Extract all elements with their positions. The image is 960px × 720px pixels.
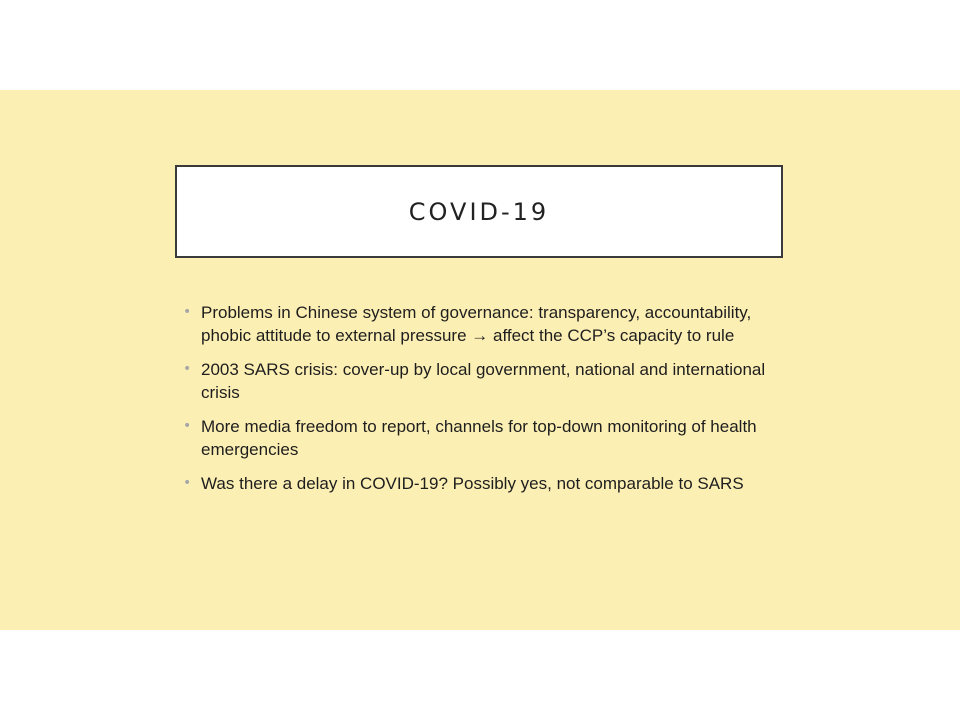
bullet-item	[183, 358, 803, 404]
bullet-item	[183, 415, 803, 461]
slide	[0, 90, 960, 630]
bullet-text: Problems in Chinese system of governance: transparency, accountability, phobic attitude to external pressure → affect the CCP’s capacity to rule	[201, 303, 752, 345]
bullet-text: 2003 SARS crisis: cover-up by local government, national and international crisis	[201, 360, 766, 402]
bullet-dot-icon: •	[183, 418, 192, 434]
bullet-dot-icon: •	[183, 361, 192, 377]
bullet-item	[183, 301, 803, 347]
bullet-list	[183, 301, 803, 506]
bullet-dot-icon: •	[183, 475, 192, 491]
bullet-text: Was there a delay in COVID-19? Possibly yes, not comparable to SARS	[201, 474, 744, 493]
bullet-text: More media freedom to report, channels for top-down monitoring of health emergencies	[201, 417, 757, 459]
title-box	[175, 165, 783, 258]
bullet-dot-icon: •	[183, 304, 192, 320]
slide-title: COVID-19	[408, 197, 550, 226]
bullet-item	[183, 472, 803, 495]
